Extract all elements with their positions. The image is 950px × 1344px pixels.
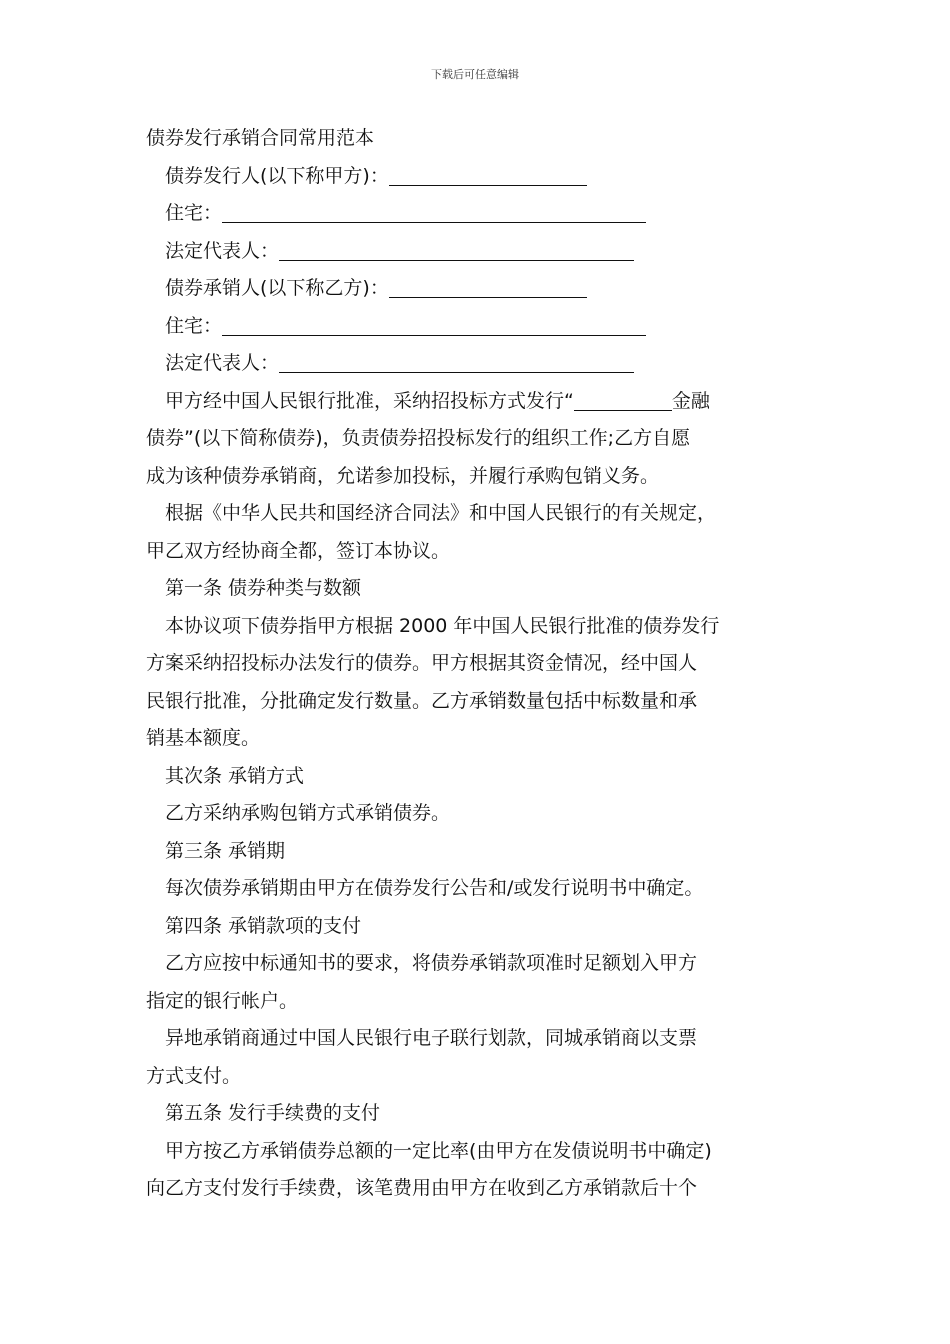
- intro-text-pre: 甲方经中国人民银行批准，采纳招投标方式发行“: [165, 389, 574, 412]
- issuer-rep-blank: [279, 238, 634, 261]
- underwriter-address-blank: [222, 313, 646, 336]
- issuer-blank: [389, 163, 587, 186]
- document-body: [146, 120, 814, 1208]
- document-title: 债券发行承销合同常用范本: [146, 127, 375, 149]
- issuer-label: 债券发行人(以下称甲方)：: [165, 164, 389, 187]
- article-1-line-2: 方案采纳招投标办法发行的债券。甲方根据其资金情况，经中国人: [146, 652, 698, 674]
- article-5-heading: 第五条 发行手续费的支付: [165, 1102, 381, 1124]
- intro-text-post: 金融: [671, 389, 710, 412]
- underwriter-field: [146, 270, 814, 308]
- issuer-address-label: 住宅：: [165, 202, 223, 224]
- basis-line-1: 根据《中华人民共和国经济合同法》和中国人民银行的有关规定，: [165, 502, 717, 524]
- article-4-heading: 第四条 承销款项的支付: [165, 914, 362, 937]
- article-5-line-2: 向乙方支付发行手续费，该笔费用由甲方在收到乙方承销款后十个: [146, 1177, 698, 1199]
- underwriter-blank: [389, 275, 587, 298]
- article-2-line-1: 乙方采纳承购包销方式承销债券。: [165, 802, 451, 824]
- bond-name-blank: [574, 388, 672, 411]
- article-1-heading: 第一条 债券种类与数额: [165, 577, 362, 599]
- article-5-line-1: 甲方按乙方承销债券总额的一定比率(由甲方在发债说明书中确定): [165, 1139, 712, 1162]
- article-1-line-4: 销基本额度。: [146, 727, 261, 749]
- article-4-p2-line-2: 方式支付。: [146, 1064, 242, 1087]
- intro-line-1: [146, 383, 814, 421]
- article-3-line-1: 每次债券承销期由甲方在债券发行公告和/或发行说明书中确定。: [165, 877, 704, 899]
- intro-line-2: 债券”(以下简称债券)，负责债券招投标发行的组织工作;乙方自愿: [146, 427, 691, 449]
- article-4-p1-line-2: 指定的银行帐户。: [146, 989, 299, 1012]
- issuer-field: [146, 158, 814, 196]
- underwriter-rep-field: [146, 345, 814, 383]
- underwriter-rep-blank: [279, 350, 634, 373]
- intro-line-3: 成为该种债券承销商，允诺参加投标，并履行承购包销义务。: [146, 464, 660, 487]
- article-1-line-1: 本协议项下债券指甲方根据 2000 年中国人民银行批准的债券发行: [165, 614, 720, 637]
- article-1-line-3: 民银行批准，分批确定发行数量。乙方承销数量包括中标数量和承: [146, 689, 698, 712]
- underwriter-address-field: [146, 308, 814, 346]
- article-2-heading: 其次条 承销方式: [165, 764, 305, 787]
- basis-line-2: 甲乙双方经协商全都，签订本协议。: [146, 539, 451, 562]
- article-3-heading: 第三条 承销期: [165, 839, 286, 862]
- article-4-p2-line-1: 异地承销商通过中国人民银行电子联行划款，同城承销商以支票: [165, 1027, 698, 1049]
- underwriter-label: 债券承销人(以下称乙方)：: [165, 277, 389, 299]
- article-4-p1-line-1: 乙方应按中标通知书的要求，将债券承销款项准时足额划入甲方: [165, 952, 698, 974]
- underwriter-rep-label: 法定代表人：: [165, 352, 280, 374]
- underwriter-address-label: 住宅：: [165, 314, 223, 337]
- issuer-rep-label: 法定代表人：: [165, 239, 280, 262]
- page-header-note: 下载后可任意编辑: [431, 68, 519, 81]
- issuer-address-field: [146, 195, 814, 233]
- issuer-rep-field: [146, 233, 814, 271]
- issuer-address-blank: [222, 200, 646, 223]
